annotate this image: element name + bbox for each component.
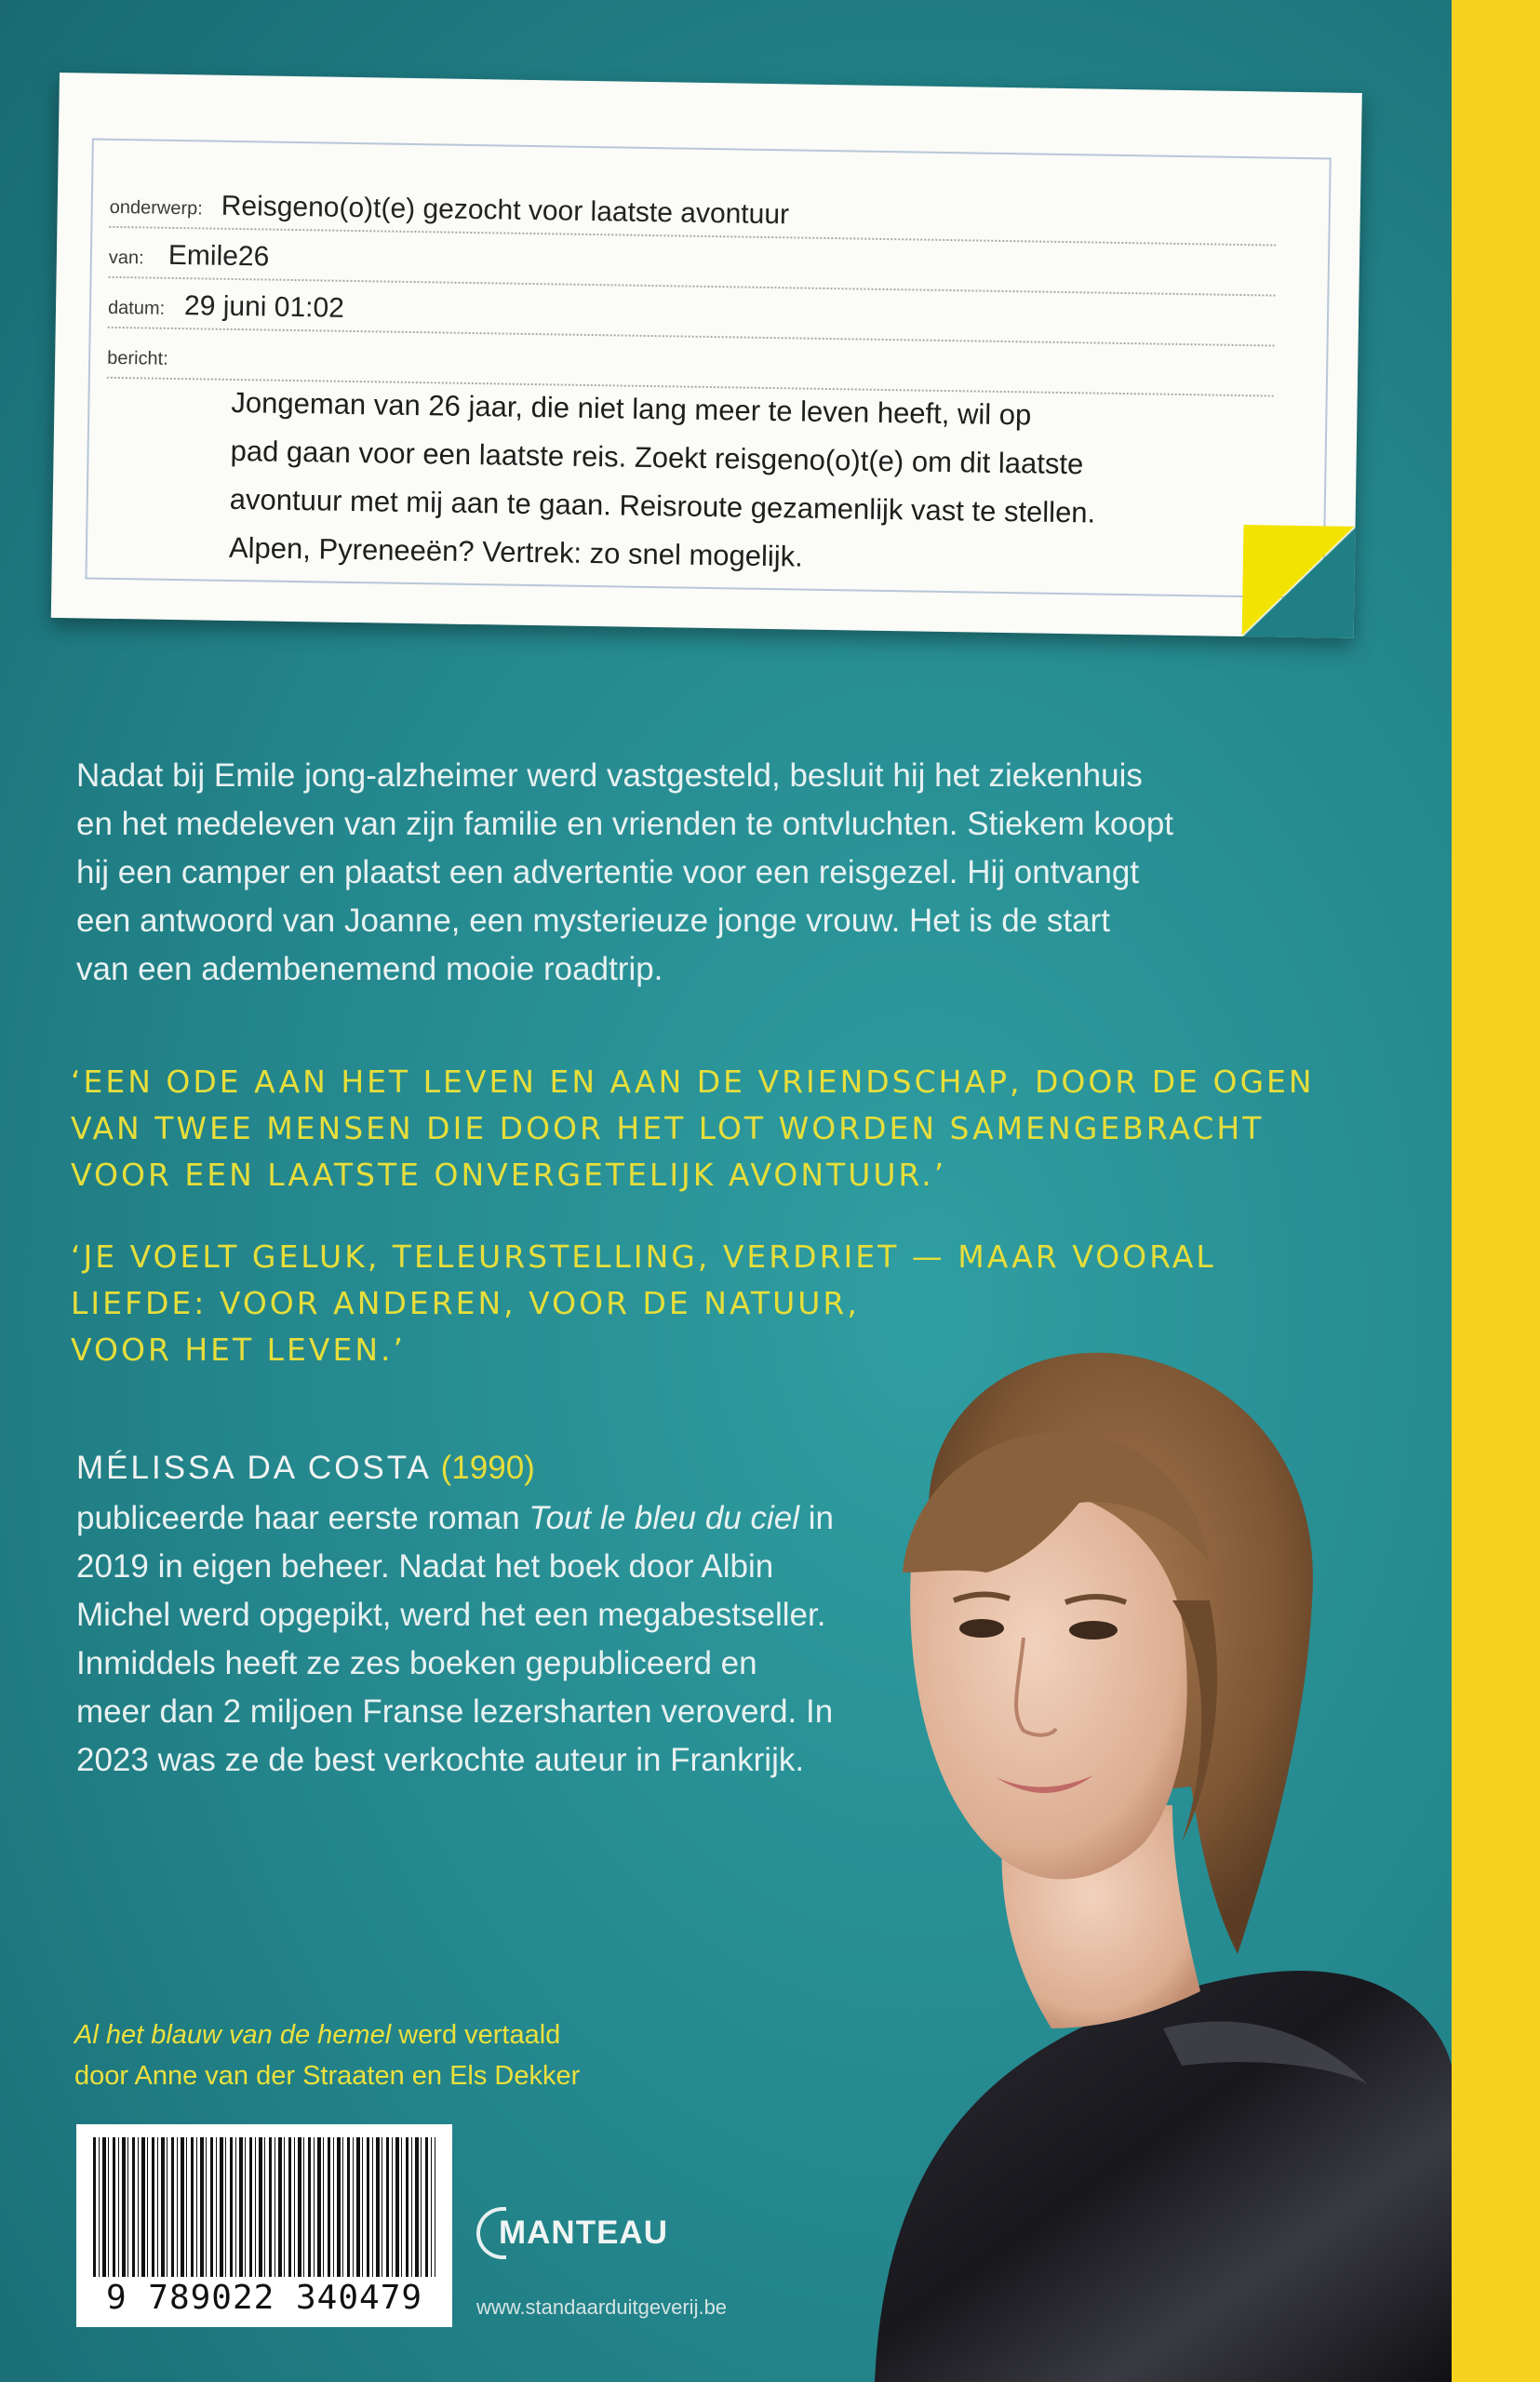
author-heading — [76, 1444, 535, 1492]
email-note — [51, 73, 1362, 638]
message-line: pad gaan voor een laatste reis. Zoekt reisgeno(o)t(e) om dit laatste — [230, 434, 1084, 481]
translation-credit — [74, 2014, 782, 2096]
message-line: Alpen, Pyreneeën? Vertrek: zo snel mogelijk. — [228, 530, 804, 573]
author-bio — [76, 1494, 839, 1785]
blurb-line: een antwoord van Joanne, een mysterieuze jonge vrouw. Het is de start — [76, 903, 1110, 939]
blurb-line: en het medeleven van zijn familie en vrienden te ontvluchten. Stiekem koopt — [76, 806, 1174, 842]
note-folded-corner — [1242, 525, 1356, 638]
message-line: Jongeman van 26 jaar, die niet lang meer te leven heeft, wil op — [231, 385, 1032, 432]
quote-1 — [71, 1059, 1411, 1198]
note-message — [229, 379, 1246, 588]
from-value: Emile26 — [167, 239, 270, 273]
jacket-shape — [875, 1971, 1452, 2382]
publisher-logo — [476, 2203, 668, 2263]
blurb-line: hij een camper en plaatst een advertentie voor een reisgezel. Hij ontvangt — [76, 854, 1140, 890]
eye-left — [959, 1619, 1004, 1638]
barcode-bars — [93, 2137, 435, 2277]
blurb-line: van een adembenemend mooie roadtrip. — [76, 951, 663, 987]
field-label: van: — [108, 247, 144, 269]
bio-rest: in 2019 in eigen beheer. Nadat het boek door Albin Michel werd opgepikt, werd het een megabestseller. Inmiddels heeft ze zes boeken gepubliceerd en meer dan 2 miljoen Franse lezersharten veroverd. In 2023 was ze de best verkochte auteur in Frankrijk. — [76, 1500, 834, 1778]
yellow-spine-edge — [1452, 0, 1540, 2382]
book-title: Tout le bleu du ciel — [529, 1500, 799, 1536]
translation-line2: door Anne van der Straaten en Els Dekker — [74, 2061, 581, 2091]
bio-intro: publiceerde haar eerste roman — [76, 1500, 520, 1536]
book-blurb — [76, 752, 1407, 994]
quote-line: VAN TWEE MENSEN DIE DOOR HET LOT WORDEN SAMENGEBRACHT — [71, 1110, 1265, 1146]
quote-line: ‘JE VOELT GELUK, TELEURSTELLING, VERDRIET — MAAR VOORAL — [71, 1238, 1216, 1275]
isbn-barcode — [76, 2124, 452, 2327]
isbn-number: 9 789022 340479 — [105, 2279, 423, 2317]
field-label: bericht: — [107, 347, 168, 369]
field-label: datum: — [107, 297, 166, 319]
author-year: (1990) — [440, 1450, 535, 1486]
dutch-title: Al het blauw van de hemel — [74, 2020, 392, 2050]
message-line: avontuur met mij aan te gaan. Reisroute gezamenlijk vast te stellen. — [229, 482, 1096, 529]
translation-line1: werd vertaald — [398, 2020, 561, 2050]
eye-right — [1069, 1621, 1118, 1639]
author-name: MÉLISSA DA COSTA — [76, 1450, 432, 1486]
field-label: onderwerp: — [109, 196, 203, 220]
author-portrait — [772, 1321, 1452, 2382]
blurb-line: Nadat bij Emile jong-alzheimer werd vastgesteld, besluit hij het ziekenhuis — [76, 757, 1143, 794]
quote-line: VOOR EEN LAATSTE ONVERGETELIJK AVONTUUR.’ — [71, 1157, 947, 1193]
subject-value: Reisgeno(o)t(e) gezocht voor laatste avontuur — [221, 190, 790, 231]
quote-line: ‘EEN ODE AAN HET LEVEN EN AAN DE VRIENDSCHAP, DOOR DE OGEN — [71, 1064, 1315, 1100]
publisher-website: www.standaarduitgeverij.be — [476, 2295, 728, 2319]
quote-line: VOOR HET LEVEN.’ — [71, 1332, 407, 1368]
quote-line: LIEFDE: VOOR ANDEREN, VOOR DE NATUUR, — [71, 1285, 860, 1321]
date-value: 29 juni 01:02 — [183, 290, 345, 324]
publisher-name: MANTEAU — [499, 2215, 668, 2251]
